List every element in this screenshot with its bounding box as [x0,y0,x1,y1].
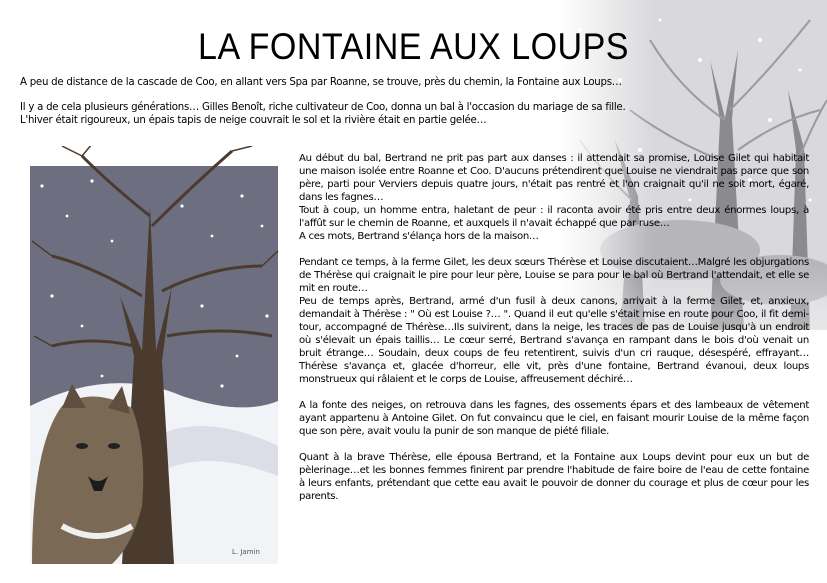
wolf-winter-illustration [22,146,284,564]
story-line: A ces mots, Bertrand s'élança hors de la maison… [299,231,539,242]
story-paragraph [299,256,809,386]
story-line: Quant à la brave Thérèse, elle épousa Bertrand, et la Fontaine aux Loups devint pour eux un but de pèlerinage…et les bonnes femmes finirent par prendre l'habitude de faire boire de l'eau de cette fontaine à leurs enfants, prétendant que cette eau avait le pouvoir de donner du courage et plus de cœur pour les parents. [299,452,809,502]
story-paragraph [299,451,809,503]
story-line: A la fonte des neiges, on retrouva dans les fagnes, des ossements épars et des lambeaux de vêtement ayant appartenu à Antoine Gilet. On fut convaincu que le ciel, en faisant mourir Louise de la même façon que son père, avait voulu la punir de son manque de piété filiale. [299,400,809,437]
story-text [299,152,809,516]
illustration-signature: L. Jamin [232,548,260,556]
story-line: Peu de temps après, Bertrand, armé d'un fusil à deux canons, arrivait à la ferme Gilet, et, anxieux, demandait à Thérèse : " Où est Louise ?… ". Quand il eut qu'elle s'était mise en route pour Coo, il fit demi-tour, accompagné de Thérèse…Ils suivirent, dans la neige, les traces de pas de Louise jusqu'à un endroit où s'élevait un épais taillis… Le cœur serré, Bertrand s'avança en rampant dans le bois d'où venait un bruit étrange… Soudain, deux coups de feu retentirent, suivis d'un cri rauque, désespéré, effrayant…Thérèse s'avança et, glacée d'horreur, elle vit, près d'une fontaine, Bertrand évanoui, deux loups monstrueux qui râlaient et le corps de Louise, affreusement déchiré… [299,296,809,385]
story-line: Au début du bal, Bertrand ne prit pas part aux danses : il attendait sa promise, Louise Gilet qui habitait une maison isolée entre Roanne et Coo. D'aucuns prétendirent que Louise ne viendrait pas parce que son père, parti pour Verviers depuis quatre jours, n'était pas rentré et l'on craignait qu'il ne soit mort, égaré, dans les fagnes… [299,153,809,203]
story-line: Tout à coup, un homme entra, haletant de peur : il raconta avoir été pris entre deux énormes loups, à l'affût sur le chemin de Roanne, et auxquels il n'avait échappé que par ruse… [299,205,809,229]
story-paragraph [299,152,809,243]
page-title: LA FONTAINE AUX LOUPS [198,26,629,67]
story-paragraph [299,399,809,438]
intro-line: A peu de distance de la cascade de Coo, en allant vers Spa par Roanne, se trouve, près du chemin, la Fontaine aux Loups… [20,77,622,88]
intro-text [20,76,640,127]
story-line: Pendant ce temps, à la ferme Gilet, les deux sœurs Thérèse et Louise discutaient…Malgré les objurgations de Thérèse qui craignait le pire pour leur père, Louise se para pour le bal où Bertrand l'attendait, et elle se mit en route… [299,257,809,294]
intro-line: Il y a de cela plusieurs générations… Gilles Benoît, riche cultivateur de Coo, donna un bal à l'occasion du mariage de sa fille. [20,102,626,113]
intro-line: L'hiver était rigoureux, un épais tapis de neige couvrait le sol et la rivière était en partie gelée… [20,115,487,126]
